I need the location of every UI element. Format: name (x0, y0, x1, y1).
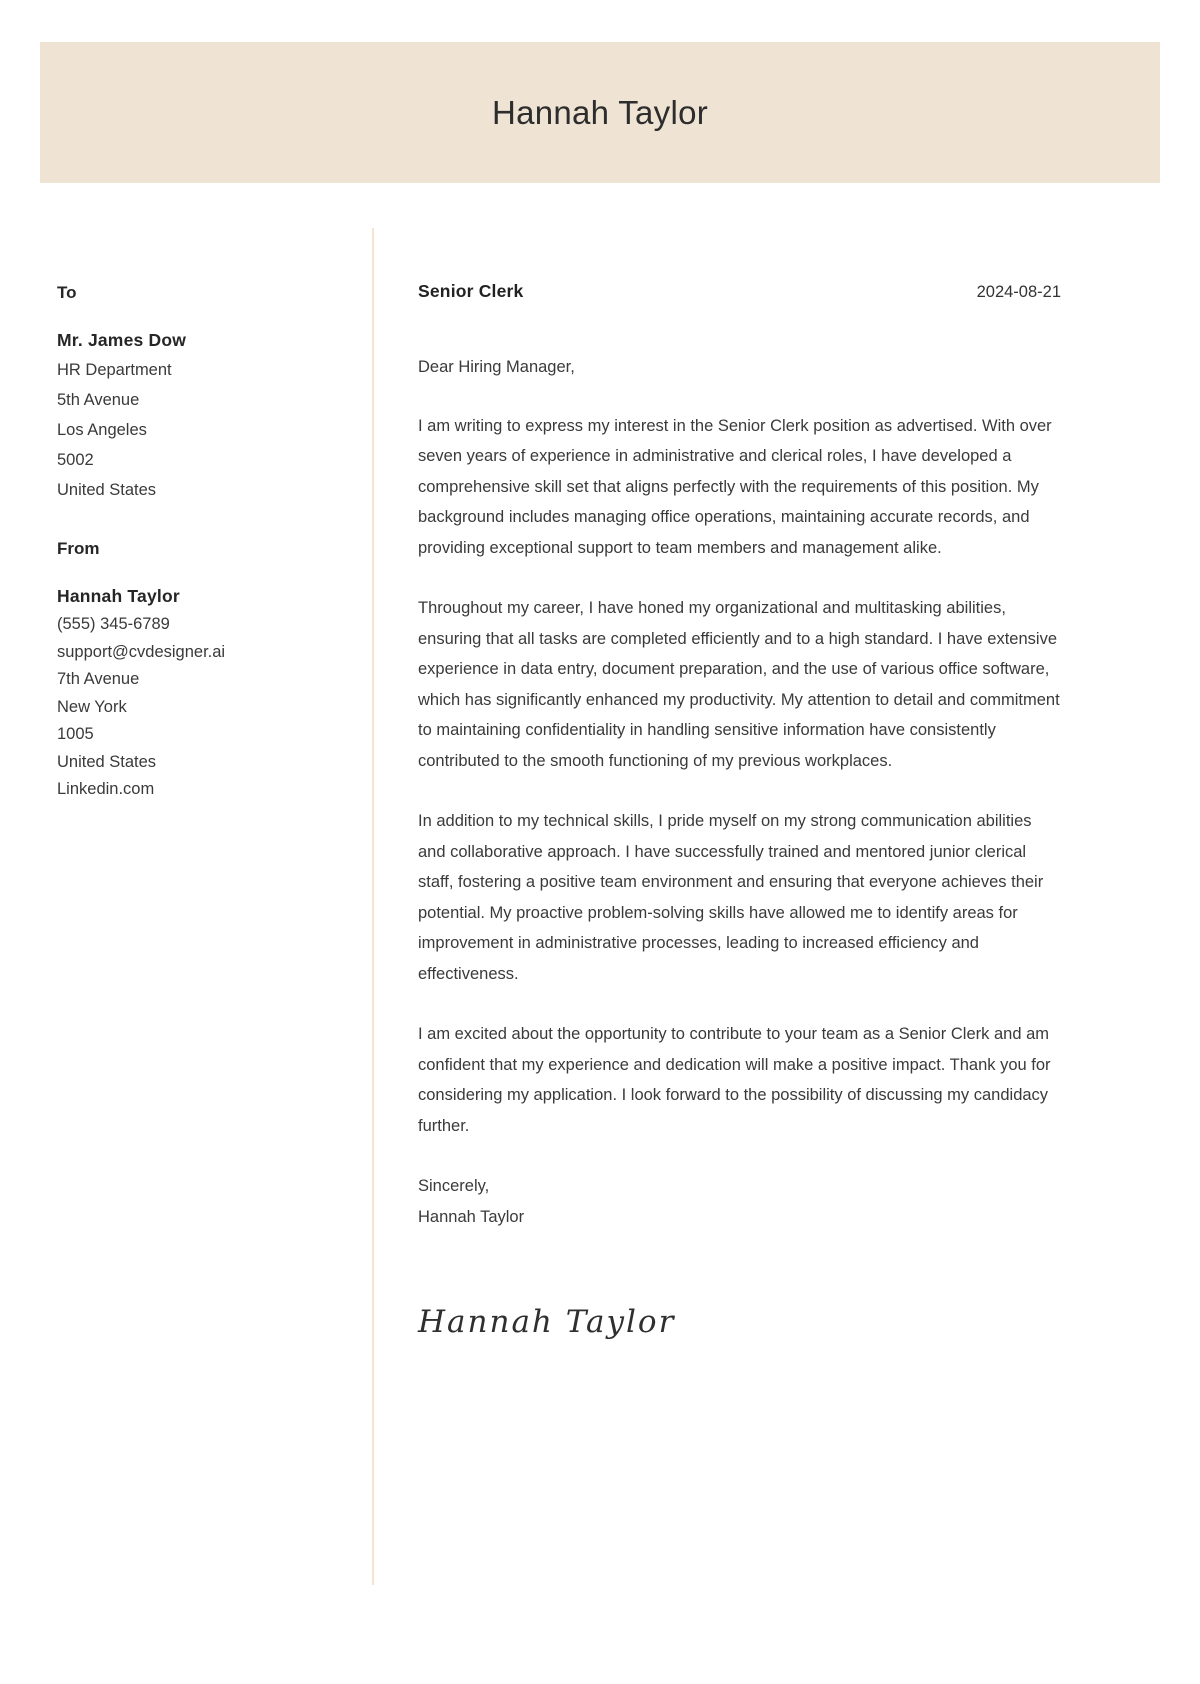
letter-paragraph: I am writing to express my interest in the Senior Clerk position as advertised. With over seven years of experience in administrative and clerical roles, I have developed a comprehensive skill set that aligns perfectly with the requirements of this position. My background includes managing office operations, maintaining accurate records, and providing exceptional support to team members and management alike. (418, 416, 1052, 557)
sender-section (57, 539, 347, 804)
sender-postal-code: 1005 (57, 725, 94, 743)
sidebar (57, 283, 347, 804)
header-band (40, 42, 1160, 183)
sender-country: United States (57, 752, 157, 771)
letter-paragraph: Throughout my career, I have honed my organizational and multitasking abilities, ensuring that all tasks are completed efficiently and to a high standard. I have extensive experience in data entry, document preparation, and the use of various office software, which has significantly enhanced my productivity. My attention to detail and commitment to maintaining confidentiality in handling sensitive information have consistently contributed to the smooth functioning of my previous workplaces. (418, 599, 1060, 770)
recipient-department: HR Department (57, 361, 172, 379)
letter-paragraph: I am excited about the opportunity to contribute to your team as a Senior Clerk and am confident that my experience and dedication will make a positive impact. Thank you for considering my application. I look forward to the possibility of discussing my candidacy further. (418, 1025, 1051, 1135)
closing-block (418, 1171, 1061, 1232)
letter-date: 2024-08-21 (976, 283, 1061, 301)
sender-name: Hannah Taylor (57, 586, 180, 606)
sender-email: support@cvdesigner.ai (57, 642, 226, 661)
sender-linkedin: Linkedin.com (57, 780, 155, 798)
sender-street: 7th Avenue (57, 670, 140, 688)
letter-title-row (418, 281, 1061, 302)
job-title: Senior Clerk (418, 281, 524, 301)
vertical-divider (372, 228, 374, 1585)
sender-label: From (57, 539, 100, 558)
recipient-city: Los Angeles (57, 421, 147, 439)
recipient-street: 5th Avenue (57, 391, 140, 409)
closing-word: Sincerely, (418, 1177, 490, 1195)
recipient-name: Mr. James Dow (57, 330, 187, 350)
page-title: Hannah Taylor (491, 93, 709, 131)
sender-phone: (555) 345-6789 (57, 615, 170, 633)
salutation: Dear Hiring Manager, (418, 358, 575, 376)
letter-paragraph: In addition to my technical skills, I pride myself on my strong communication abilities and collaborative approach. I have successfully trained and mentored junior clerical staff, fostering a positive team environment and ensuring that everyone achieves their potential. My proactive problem-solving skills have allowed me to identify areas for improvement in administrative processes, leading to increased efficiency and effectiveness. (418, 812, 1044, 983)
recipient-label: To (57, 283, 77, 302)
handwritten-signature: Hannah Taylor (418, 1304, 676, 1340)
closing-name: Hannah Taylor (418, 1207, 525, 1226)
recipient-country: United States (57, 481, 157, 499)
letter-body (418, 281, 1061, 1340)
recipient-section (57, 283, 347, 505)
sender-city: New York (57, 697, 127, 716)
recipient-postal-code: 5002 (57, 451, 94, 469)
